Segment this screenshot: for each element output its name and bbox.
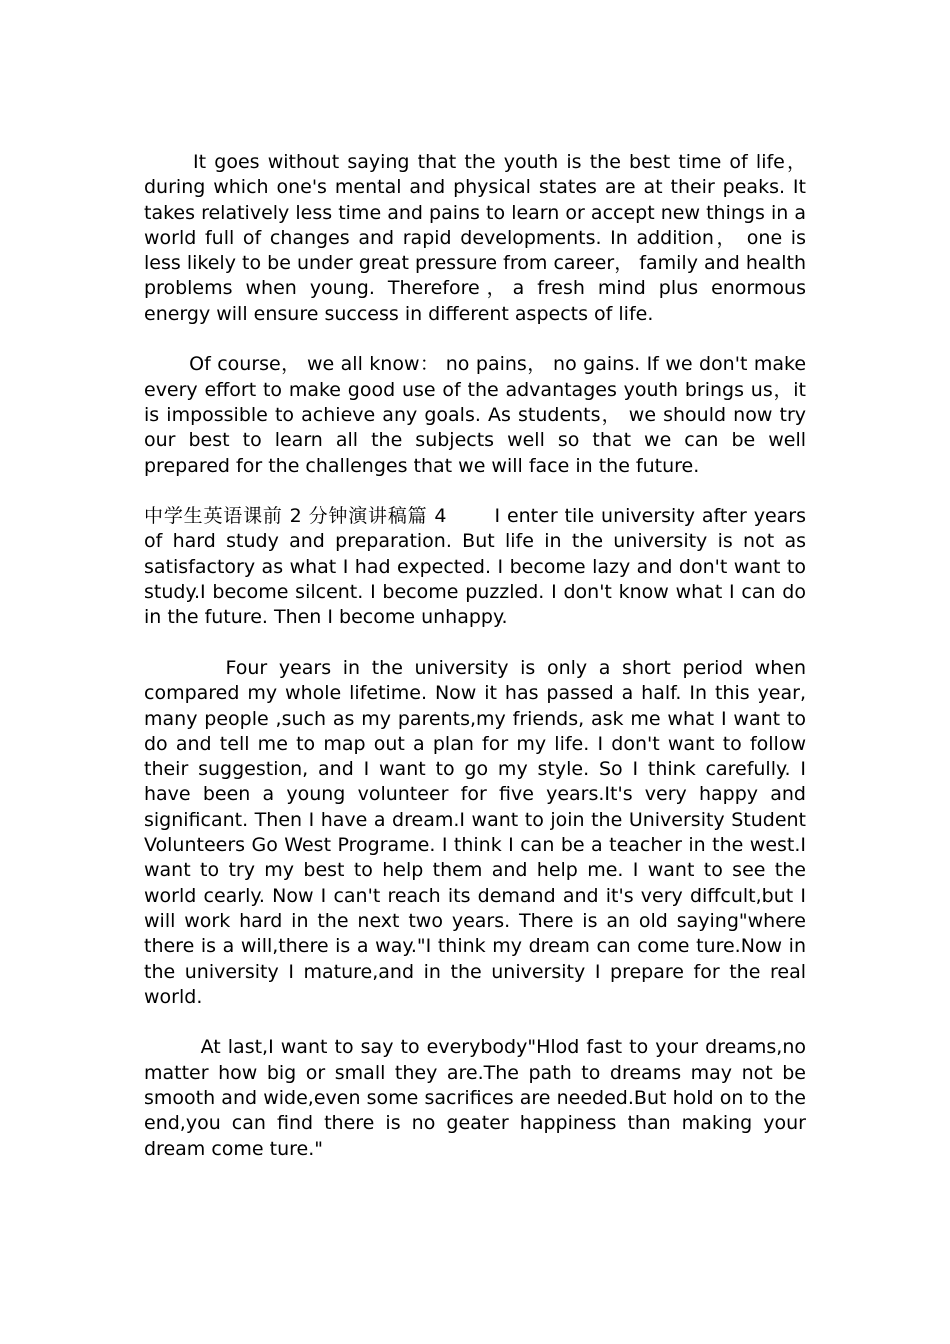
paragraph-section-4 [144,504,813,630]
document-page [144,150,813,1187]
paragraph-youth-best-time: It goes without saying that the youth is the best time of life，during which one's mental and physical states are at their peaks. It takes relatively less time and pains to learn or accept new things in a world full of changes and rapid developments. In addition， one is less likely to be under great pressure from career， family and health problems when young. Therefore，a fresh mind plus enormous energy will ensure success in different aspects of life. [144,151,813,325]
section-first-text: I enter tile university after years of hard study and preparation. But life in the university is not as satisfactory as what I had expected. I become lazy and don't want to study.I become silcent. I become puzzled. I don't know what I can do in the future. Then I become unhappy. [144,505,813,629]
paragraph-four-years: Four years in the university is only a short period when compared my whole lifetime. Now it has passed a half. In this year, many people ,such as my parents,my friends, ask me what I want to do and tell me to map out a plan for my life. I don't want to follow their suggestion, and I want to go my style. So I think carefully. I have been a young volunteer for five years.It's very happy and significant. Then I have a dream.I want to join the University Student Volunteers Go West Programe. I think I can be a teacher in the west.I want to try my best to help them and help me. I want to see the world cearly. Now I can't reach its demand and it's very diffcult,but I will work hard in the next two years. There is an old saying"where there is a will,there is a way."I think my dream can come ture.Now in the university I mature,and in the university I prepare for the real world. [144,656,813,1008]
paragraph-hold-fast-dreams: At last,I want to say to everybody"Hlod fast to your dreams,no matter how big or small they are.The path to dreams may not be smooth and wide,even some sacrifices are needed.But hold on to the end,you can find there is no geater happiness than making your dream come ture." [144,1036,813,1160]
paragraph-no-pains-no-gains: Of course， we all know： no pains， no gains. If we don't make every effort to make good use of the advantages youth brings us，it is impossible to achieve any goals. As students， we should now try our best to learn all the subjects well so that we can be well prepared for the challenges that we will face in the future. [144,353,813,477]
section-heading: 中学生英语课前 2 分钟演讲稿篇 4 [144,505,447,528]
